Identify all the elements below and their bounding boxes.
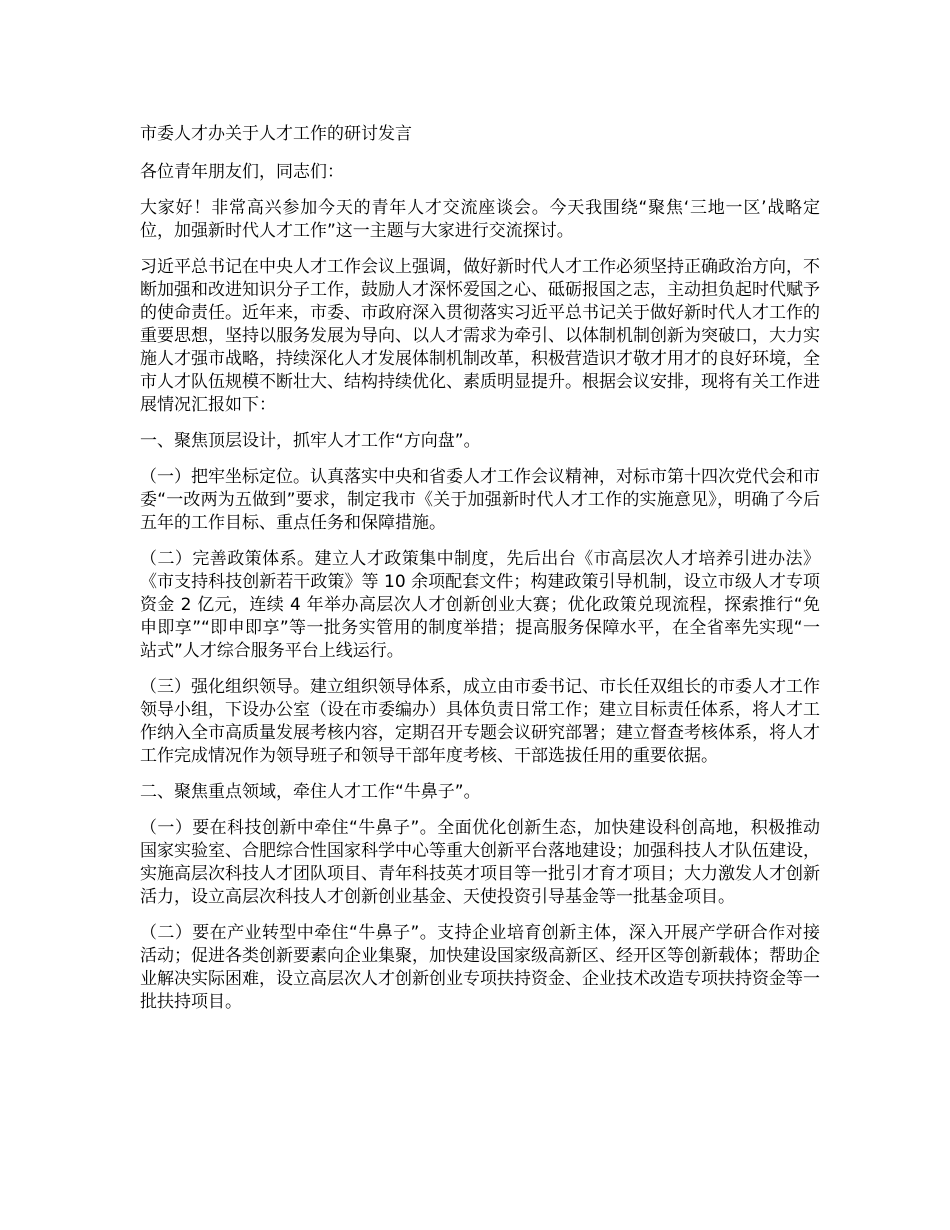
paragraph-1-2: （二）完善政策体系。建立人才政策集中制度，先后出台《市高层次人才培养引进办法》《市支持科技创新若干政策》等 10 余项配套文件；构建政策引导机制，设立市级人才专项资金 2 亿元，连续 4 年举办高层次人才创新创业大赛；优化政策兑现流程，探索推行“免申即享”“即申即享”等一批务实管用的制度举措；提高服务保障水平，在全省率先实现“一站式”人才综合服务平台上线运行。 (140, 549, 820, 661)
greeting: 各位青年朋友们，同志们： (140, 162, 344, 182)
document-body (140, 123, 820, 1027)
paragraph-1-3: （三）强化组织领导。建立组织领导体系，成立由市委书记、市长任双组长的市委人才工作领导小组，下设办公室（设在市委编办）具体负责日常工作；建立目标责任体系，将人才工作纳入全市高质量发展考核内容，定期召开专题会议研究部署；建立督查考核体系，将人才工作完成情况作为领导班子和领导干部年度考核、干部选拔任用的重要依据。 (140, 677, 820, 766)
paragraph-background: 习近平总书记在中央人才工作会议上强调，做好新时代人才工作必须坚持正确政治方向，不断加强和改进知识分子工作，鼓励人才深怀爱国之心、砥砺报国之志，主动担负起时代赋予的使命责任。近年来，市委、市政府深入贯彻落实习近平总书记关于做好新时代人才工作的重要思想，坚持以服务发展为导向、以人才需求为牵引、以体制机制创新为突破口，大力实施人才强市战略，持续深化人才发展体制机制改革，积极营造识才敬才用才的良好环境，全市人才队伍规模不断壮大、结构持续优化、素质明显提升。根据会议安排，现将有关工作进展情况汇报如下： (140, 257, 820, 415)
section-heading-2: 二、聚焦重点领域，牵住人才工作“牛鼻子”。 (140, 782, 481, 802)
document-title: 市委人才办关于人才工作的研讨发言 (140, 124, 412, 144)
paragraph-2-2: （二）要在产业转型中牵住“牛鼻子”。支持企业培育创新主体，深入开展产学研合作对接活动；促进各类创新要素向企业集聚，加快建设国家级高新区、经开区等创新载体；帮助企业解决实际困难，设立高层次人才创新创业专项扶持资金、企业技术改造专项扶持资金等一批扶持项目。 (140, 923, 820, 1012)
section-heading-1: 一、聚焦顶层设计，抓牢人才工作“方向盘”。 (140, 431, 481, 451)
paragraph-1-1: （一）把牢坐标定位。认真落实中央和省委人才工作会议精神，对标市第十四次党代会和市委“一改两为五做到”要求，制定我市《关于加强新时代人才工作的实施意见》，明确了今后五年的工作目标、重点任务和保障措施。 (140, 467, 820, 533)
paragraph-opening: 大家好！非常高兴参加今天的青年人才交流座谈会。今天我围绕“聚焦‘三地一区’战略定位，加强新时代人才工作”这一主题与大家进行交流探讨。 (140, 198, 820, 241)
paragraph-2-1: （一）要在科技创新中牵住“牛鼻子”。全面优化创新生态，加快建设科创高地，积极推动国家实验室、合肥综合性国家科学中心等重大创新平台落地建设；加强科技人才队伍建设，实施高层次科技人才团队项目、青年科技英才项目等一批引才育才项目；大力激发人才创新活力，设立高层次科技人才创新创业基金、天使投资引导基金等一批基金项目。 (140, 818, 820, 907)
